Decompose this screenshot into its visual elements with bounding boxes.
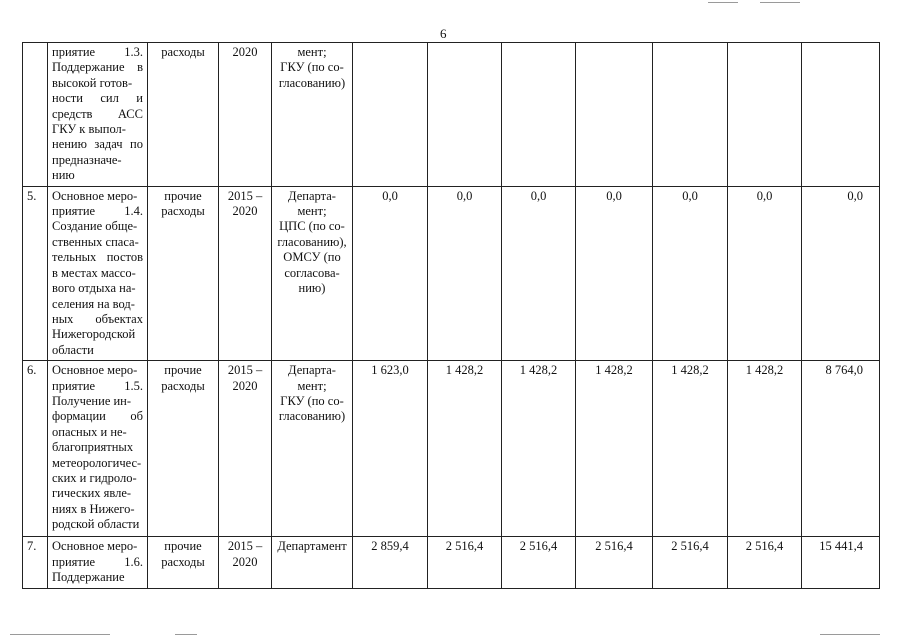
period-cell-line: 2020 <box>232 554 258 569</box>
year-value-cell: 0,0 <box>353 186 428 360</box>
executor-cell-line: ГКУ (по со- <box>280 60 344 75</box>
year-value-cell <box>728 43 802 187</box>
expense-type-cell <box>148 43 219 187</box>
executor-cell-line: ОМСУ (по <box>283 250 341 265</box>
period-cell-line: 2015 – <box>227 539 263 554</box>
measure-name-cell-line: метеорологичес- <box>52 455 142 470</box>
measure-name-cell <box>48 186 148 360</box>
table-row <box>23 43 880 187</box>
scan-artifact-line <box>708 2 738 3</box>
expense-type-cell <box>148 537 219 589</box>
measure-name-cell-line: Создание обще- <box>52 219 138 234</box>
period-cell-line: 2020 <box>232 45 258 59</box>
executor-cell-line: Департа- <box>288 363 336 378</box>
expense-type-cell <box>148 361 219 537</box>
year-value-cell <box>428 43 502 187</box>
period-cell-line: 2020 <box>232 378 258 393</box>
total-value-cell <box>802 43 880 187</box>
expense-type-cell-line: прочие <box>164 539 202 554</box>
period-cell <box>219 186 272 360</box>
measure-name-cell-line: средств АСС <box>52 106 143 121</box>
expense-type-cell <box>148 186 219 360</box>
executor-cell <box>272 537 353 589</box>
expense-type-cell-line: расходы <box>161 554 205 569</box>
measure-name-cell-line: Получение ин- <box>52 393 132 408</box>
measure-name-cell-line: приятие 1.5. <box>52 378 143 393</box>
executor-cell-line: мент; <box>297 45 327 59</box>
year-value-cell: 1 428,2 <box>428 361 502 537</box>
executor-cell-line: ГКУ (по со- <box>280 393 344 408</box>
executor-cell <box>272 361 353 537</box>
period-cell-line: 2015 – <box>227 363 263 378</box>
expense-type-cell-line: расходы <box>161 378 205 393</box>
executor-cell-line: мент; <box>297 204 327 219</box>
measure-name-cell-line: приятие 1.4. <box>52 204 143 219</box>
year-value-cell: 1 623,0 <box>353 361 428 537</box>
measure-name-cell <box>48 537 148 589</box>
executor-cell <box>272 43 353 187</box>
measure-name-cell <box>48 361 148 537</box>
year-value-cell: 0,0 <box>653 186 728 360</box>
table-row <box>23 537 880 589</box>
measure-name-cell-line: Основное меро- <box>52 363 138 378</box>
year-value-cell: 2 516,4 <box>576 537 653 589</box>
measure-name-cell-line: гических явле- <box>52 486 132 501</box>
executor-cell-line: Департа- <box>288 188 336 203</box>
measure-name-cell-line: нию <box>52 168 75 183</box>
total-value-cell: 8 764,0 <box>802 361 880 537</box>
expense-type-cell-line: прочие <box>164 363 202 378</box>
measure-name-cell-line: ности сил и <box>52 91 143 106</box>
measure-name-cell-line: тельных постов <box>52 250 143 265</box>
year-value-cell: 1 428,2 <box>502 361 576 537</box>
measure-name-cell-line: предназначе- <box>52 152 122 167</box>
year-value-cell: 1 428,2 <box>576 361 653 537</box>
executor-cell-line: гласованию), <box>277 234 347 249</box>
scan-artifact-line <box>760 2 800 3</box>
table-row <box>23 186 880 360</box>
scan-artifact-line <box>175 634 197 635</box>
measure-name-cell-line: опасных и не- <box>52 424 127 439</box>
measure-name-cell-line: Нижегородской <box>52 327 136 342</box>
period-cell-line: 2020 <box>232 204 258 219</box>
measure-name-cell-line: родской области <box>52 517 140 532</box>
scan-artifact-line <box>820 634 880 635</box>
executor-cell-line: гласованию) <box>278 75 346 90</box>
row-number-cell: 6. <box>23 361 48 537</box>
table-row <box>23 361 880 537</box>
year-value-cell: 2 516,4 <box>728 537 802 589</box>
row-number-cell: 5. <box>23 186 48 360</box>
measure-name-cell-line: ственных спаса- <box>52 234 139 249</box>
expense-type-cell-line: расходы <box>161 204 205 219</box>
scan-artifact-line <box>10 634 110 635</box>
measure-name-cell-line: формации об <box>52 409 143 424</box>
year-value-cell: 1 428,2 <box>653 361 728 537</box>
row-number-cell <box>23 43 48 187</box>
measure-name-cell <box>48 43 148 187</box>
measure-name-cell-line: ниях в Нижего- <box>52 501 135 516</box>
year-value-cell: 0,0 <box>502 186 576 360</box>
executor-cell-line: нию) <box>298 281 326 296</box>
measure-name-cell-line: Основное меро- <box>52 539 138 554</box>
period-cell-line: 2015 – <box>227 188 263 203</box>
measure-name-cell-line: приятие 1.6. <box>52 554 143 569</box>
measure-name-cell-line: благоприятных <box>52 440 134 455</box>
executor-cell-line: мент; <box>297 378 327 393</box>
year-value-cell <box>653 43 728 187</box>
measure-name-cell-line: Основное меро- <box>52 188 138 203</box>
measure-name-cell-line: высокой готов- <box>52 75 133 90</box>
measure-name-cell-line: ских и гидроло- <box>52 470 137 485</box>
year-value-cell <box>353 43 428 187</box>
measure-name-cell-line: Поддержание <box>52 569 125 584</box>
year-value-cell: 2 516,4 <box>428 537 502 589</box>
total-value-cell: 0,0 <box>802 186 880 360</box>
measure-name-cell-line: селения на вод- <box>52 296 135 311</box>
executor-cell-line: гласованию) <box>278 409 346 424</box>
year-value-cell: 2 859,4 <box>353 537 428 589</box>
row-number-cell: 7. <box>23 537 48 589</box>
measure-name-cell-line: Поддержание в <box>52 60 143 75</box>
year-value-cell: 2 516,4 <box>502 537 576 589</box>
year-value-cell <box>576 43 653 187</box>
expense-type-cell-line: расходы <box>161 45 205 59</box>
measure-name-cell-line: ных объектах <box>52 311 143 326</box>
period-cell <box>219 43 272 187</box>
measure-name-cell-line: приятие 1.3. <box>52 45 143 59</box>
measure-name-cell-line: вого отдыха на- <box>52 281 136 296</box>
measure-name-cell-line: в местах массо- <box>52 265 136 280</box>
year-value-cell: 1 428,2 <box>728 361 802 537</box>
expense-type-cell-line: прочие <box>164 188 202 203</box>
executor-cell <box>272 186 353 360</box>
executor-cell-line: ЦПС (по со- <box>279 219 345 234</box>
measures-table <box>22 42 880 589</box>
year-value-cell: 0,0 <box>728 186 802 360</box>
measure-name-cell-line: нению задач по <box>52 137 143 152</box>
executor-cell-line: Департамент <box>277 539 347 554</box>
measure-name-cell-line: ГКУ к выпол- <box>52 122 126 137</box>
year-value-cell: 0,0 <box>428 186 502 360</box>
year-value-cell: 0,0 <box>576 186 653 360</box>
year-value-cell <box>502 43 576 187</box>
measure-name-cell-line: области <box>52 342 94 357</box>
executor-cell-line: согласова- <box>284 265 340 280</box>
total-value-cell: 15 441,4 <box>802 537 880 589</box>
period-cell <box>219 537 272 589</box>
year-value-cell: 2 516,4 <box>653 537 728 589</box>
page-number: 6 <box>440 26 447 41</box>
period-cell <box>219 361 272 537</box>
